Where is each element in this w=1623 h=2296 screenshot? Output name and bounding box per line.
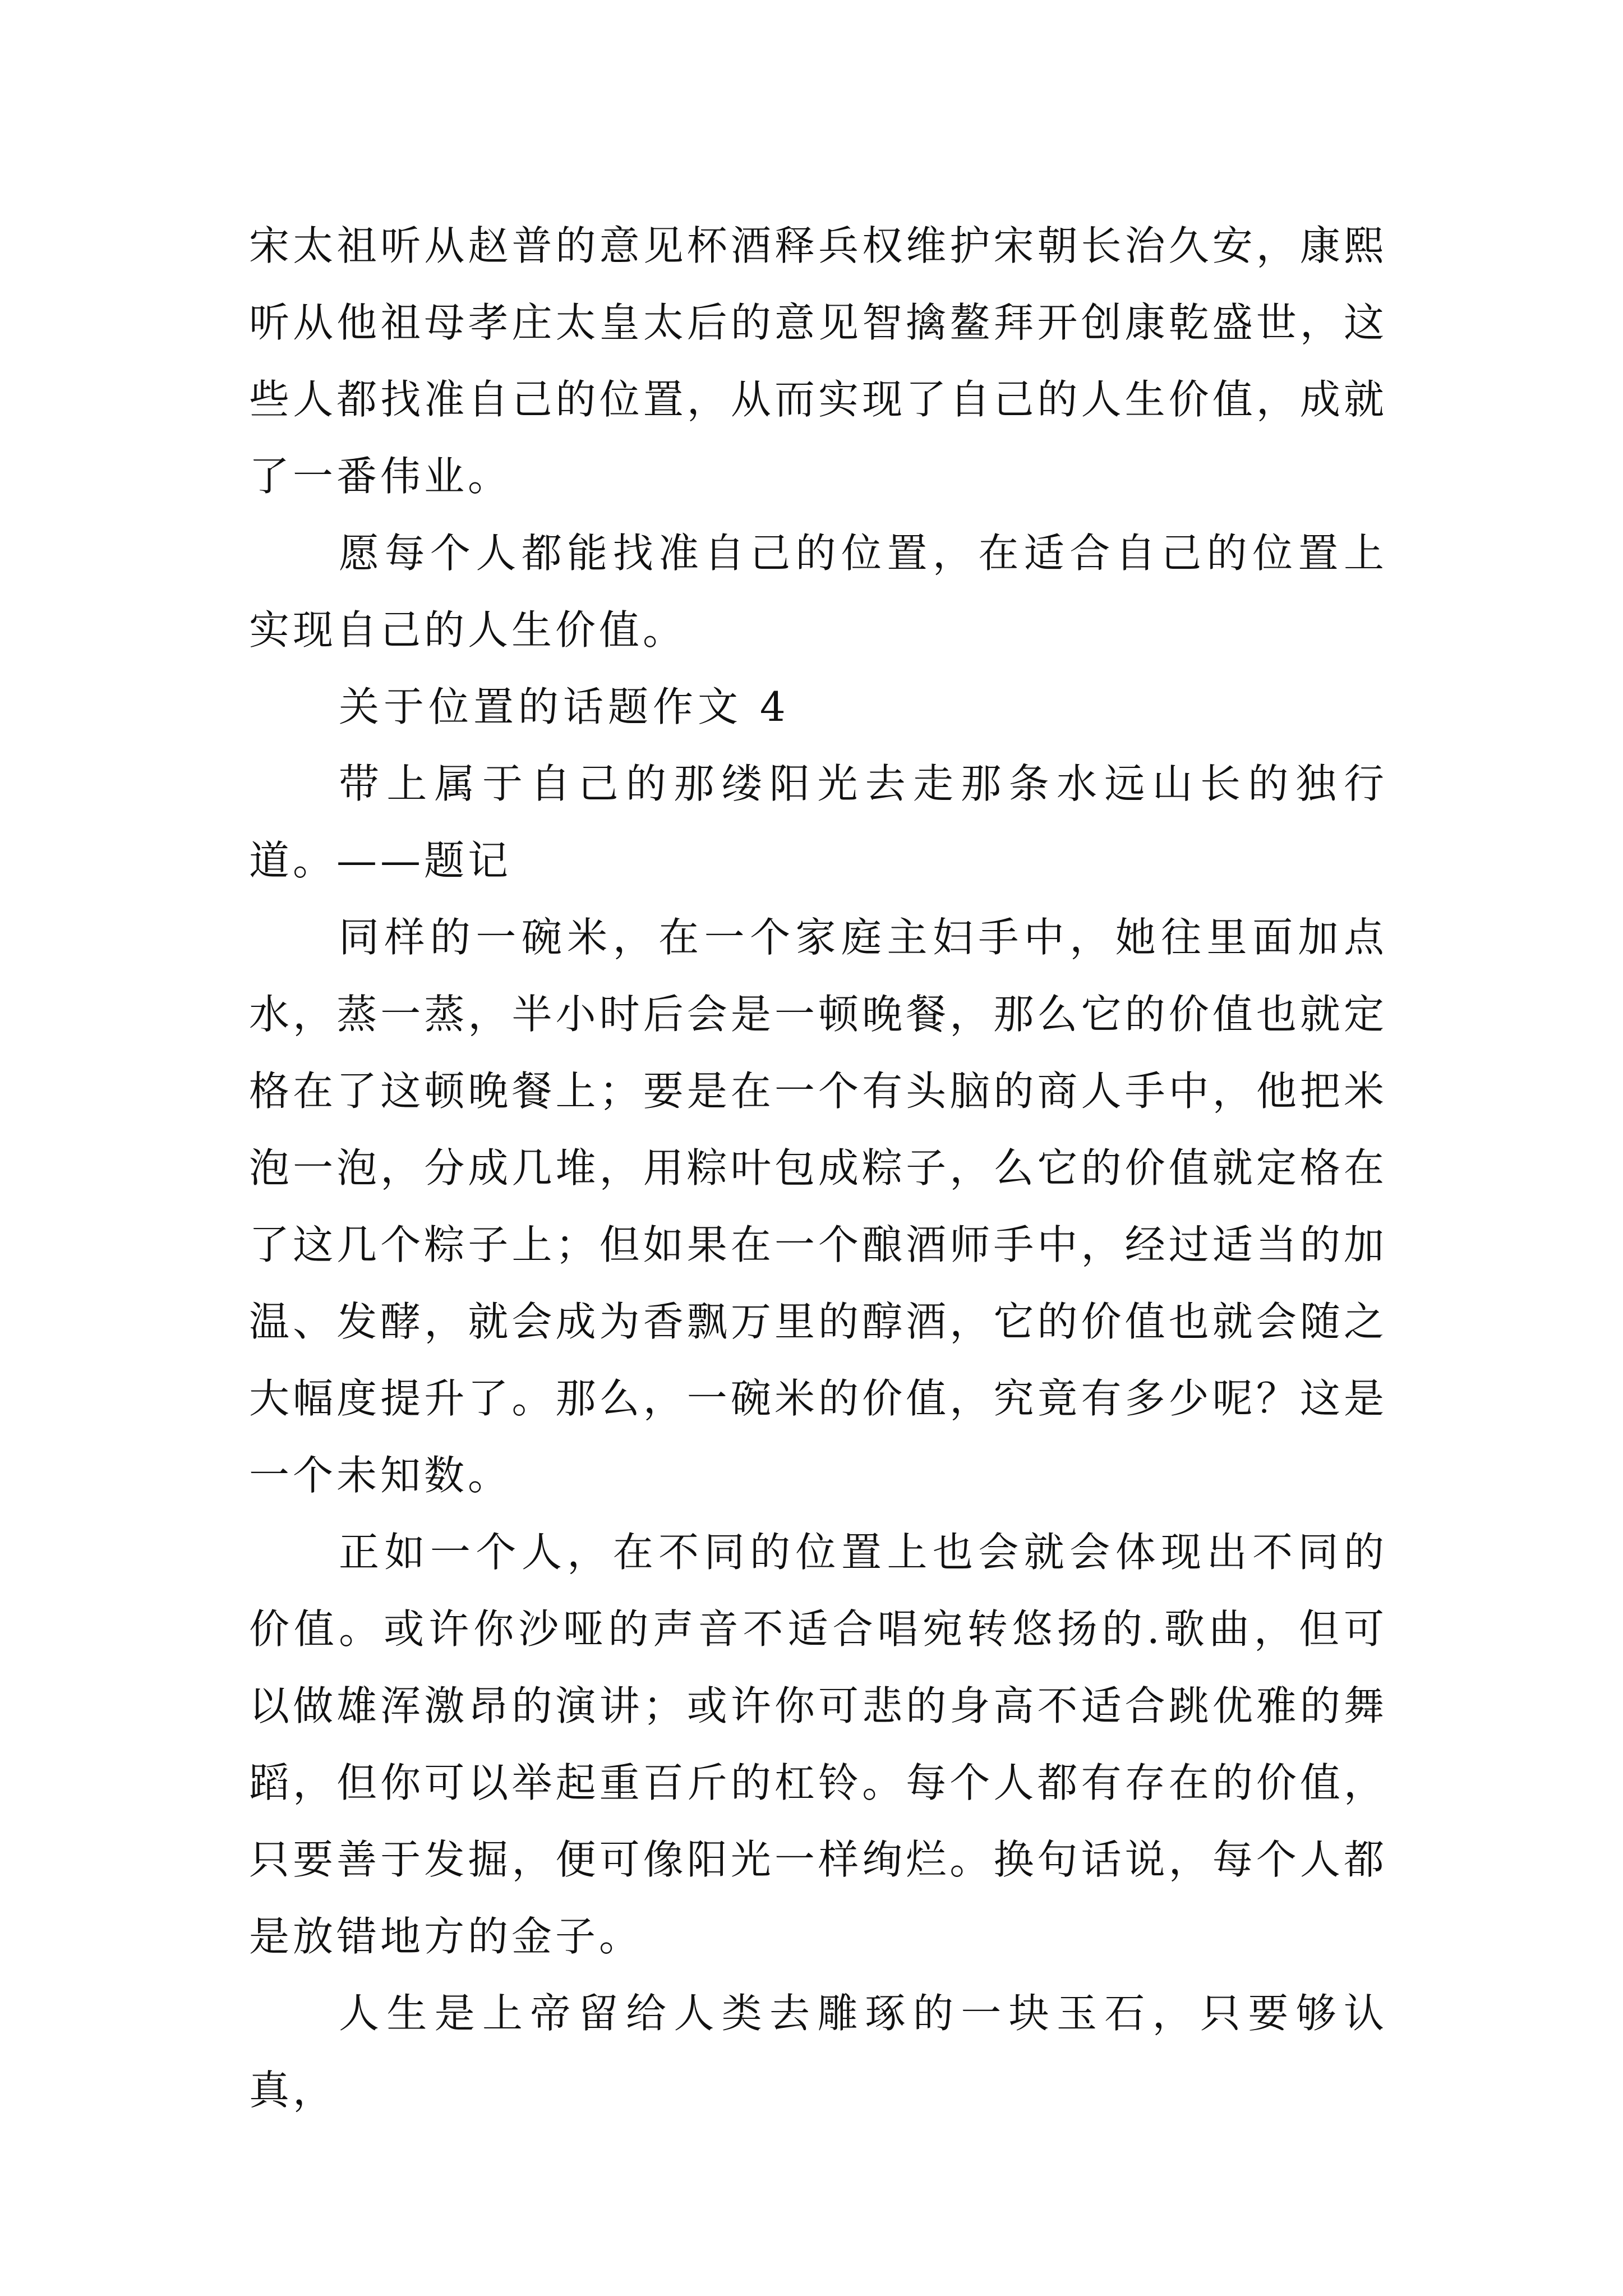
paragraph-epigraph: 带上属于自己的那缕阳光去走那条水远山长的独行道。——题记 xyxy=(249,760,1387,884)
essay-heading: 关于位置的话题作文 4 xyxy=(339,683,790,730)
paragraph-wish: 愿每个人都能找准自己的位置，在适合自己的位置上实现自己的人生价值。 xyxy=(249,530,1387,654)
paragraph-rice: 同样的一碗米，在一个家庭主妇手中，她往里面加点水，蒸一蒸，半小时后会是一顿晚餐，那么它的价值也就定格在了这顿晚餐上；要是在一个有头脑的商人手中，他把米泡一泡，分成几堆，用粽叶包成粽子，么它的价值就定格在了这几个粽子上；但如果在一个酿酒师手中，经过适当的加温、发酵，就会成为香飘万里的醇酒，它的价值也就会随之大幅度提升了。那么，一碗米的价值，究竟有多少呢？这是一个未知数。 xyxy=(249,914,1387,1499)
document-body xyxy=(249,208,1387,2129)
paragraph-continuation: 宋太祖听从赵普的意见杯酒释兵权维护宋朝长治久安，康熙听从他祖母孝庄太皇太后的意见智擒鳌拜开创康乾盛世，这些人都找准自己的位置，从而实现了自己的人生价值，成就了一番伟业。 xyxy=(249,222,1387,500)
paragraph-life-jade: 人生是上帝留给人类去雕琢的一块玉石，只要够认真， xyxy=(249,1990,1387,2114)
paragraph-person-value: 正如一个人，在不同的位置上也会就会体现出不同的价值。或许你沙哑的声音不适合唱宛转悠扬的.歌曲，但可以做雄浑激昂的演讲；或许你可悲的身高不适合跳优雅的舞蹈，但你可以举起重百斤的杠铃。每个人都有存在的价值，只要善于发掘，便可像阳光一样绚烂。换句话说，每个人都是放错地方的金子。 xyxy=(249,1529,1387,1960)
